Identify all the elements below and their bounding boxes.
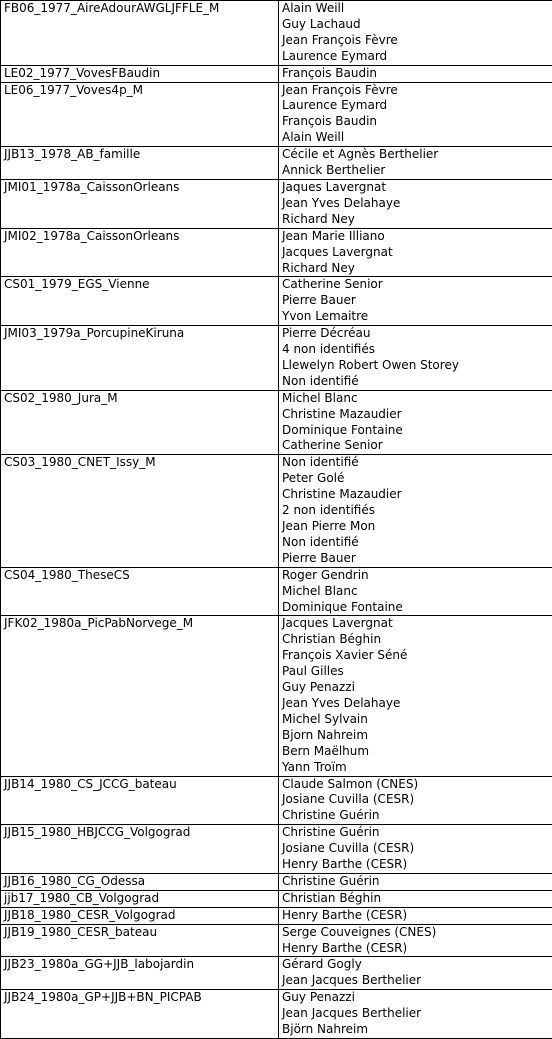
people-cell — [279, 616, 552, 776]
people-cell — [279, 907, 552, 924]
people-cell — [279, 890, 552, 907]
person-name: Catherine Senior — [282, 277, 549, 293]
people-cell — [279, 873, 552, 890]
table-body — [1, 1, 552, 1039]
photo-id-cell: FB06_1977_AireAdourAWGLJFFLE_M — [1, 1, 279, 66]
person-name: Laurence Eymard — [282, 49, 549, 65]
people-cell — [279, 228, 552, 277]
person-name: Non identifié — [282, 455, 549, 471]
person-name: Annick Berthelier — [282, 163, 549, 179]
person-name: Björn Nahreim — [282, 1022, 549, 1038]
person-name: Guy Penazzi — [282, 680, 549, 696]
person-name: Josiane Cuvilla (CESR) — [282, 841, 549, 857]
person-name: Michel Blanc — [282, 391, 549, 407]
people-cell — [279, 147, 552, 180]
people-cell — [279, 567, 552, 616]
person-name: Henry Barthe (CESR) — [282, 908, 549, 924]
person-name: Christine Mazaudier — [282, 407, 549, 423]
person-name: Jean François Fèvre — [282, 33, 549, 49]
people-cell — [279, 65, 552, 82]
table-row — [1, 65, 552, 82]
table-row — [1, 455, 552, 567]
person-name: Jean François Fèvre — [282, 83, 549, 99]
person-name: Catherine Senior — [282, 438, 549, 454]
person-name: Henry Barthe (CESR) — [282, 857, 549, 873]
photo-id-cell: JJB23_1980a_GG+JJB_labojardin — [1, 957, 279, 990]
person-name: Pierre Bauer — [282, 293, 549, 309]
people-cell — [279, 825, 552, 874]
person-name: Dominique Fontaine — [282, 600, 549, 616]
table-row — [1, 776, 552, 825]
photo-id-cell: LE06_1977_Voves4p_M — [1, 82, 279, 147]
photo-id-cell: JJB15_1980_HBJCCG_Volgograd — [1, 825, 279, 874]
table-row — [1, 825, 552, 874]
table-row — [1, 873, 552, 890]
photo-id-cell: JMI03_1979a_PorcupineKiruna — [1, 326, 279, 391]
person-name: Henry Barthe (CESR) — [282, 941, 549, 957]
person-name: Alain Weill — [282, 1, 549, 17]
person-name: Jacques Lavergnat — [282, 616, 549, 632]
person-name: Non identifié — [282, 535, 549, 551]
photo-id-cell: JJB14_1980_CS_JCCG_bateau — [1, 776, 279, 825]
photo-id-cell: LE02_1977_VovesFBaudin — [1, 65, 279, 82]
person-name: Jean Pierre Mon — [282, 519, 549, 535]
person-name: Michel Sylvain — [282, 712, 549, 728]
person-name: 4 non identifiés — [282, 342, 549, 358]
person-name: Jacques Lavergnat — [282, 245, 549, 261]
person-name: Alain Weill — [282, 130, 549, 146]
photo-id-cell: CS02_1980_Jura_M — [1, 390, 279, 455]
people-cell — [279, 990, 552, 1039]
table-row — [1, 924, 552, 957]
person-name: Jean Yves Delahaye — [282, 696, 549, 712]
person-name: Yann Troïm — [282, 760, 549, 776]
people-cell — [279, 924, 552, 957]
person-name: Laurence Eymard — [282, 98, 549, 114]
people-cell — [279, 776, 552, 825]
table-row — [1, 390, 552, 455]
photo-id-cell: CS01_1979_EGS_Vienne — [1, 277, 279, 326]
person-name: Jean Marie Illiano — [282, 229, 549, 245]
person-name: Pierre Bauer — [282, 551, 549, 567]
person-name: Christine Guérin — [282, 874, 549, 890]
person-name: Paul Gilles — [282, 664, 549, 680]
person-name: Bern Maëlhum — [282, 744, 549, 760]
person-name: Richard Ney — [282, 212, 549, 228]
people-cell — [279, 390, 552, 455]
photo-id-cell: JFK02_1980a_PicPabNorvege_M — [1, 616, 279, 776]
person-name: Guy Lachaud — [282, 17, 549, 33]
person-name: Jaques Lavergnat — [282, 180, 549, 196]
people-cell — [279, 957, 552, 990]
person-name: Josiane Cuvilla (CESR) — [282, 792, 549, 808]
people-cell — [279, 1, 552, 66]
person-name: Jean Jacques Berthelier — [282, 1006, 549, 1022]
person-name: Cécile et Agnès Berthelier — [282, 147, 549, 163]
table-row — [1, 228, 552, 277]
person-name: Richard Ney — [282, 261, 549, 277]
person-name: Dominique Fontaine — [282, 423, 549, 439]
photo-id-cell: JJB13_1978_AB_famille — [1, 147, 279, 180]
table-row — [1, 890, 552, 907]
person-name: Michel Blanc — [282, 584, 549, 600]
photo-id-cell: jjb17_1980_CB_Volgograd — [1, 890, 279, 907]
table-row — [1, 179, 552, 228]
people-cell — [279, 179, 552, 228]
table-row — [1, 957, 552, 990]
person-name: Peter Golé — [282, 471, 549, 487]
table-row — [1, 82, 552, 147]
person-name: Christine Mazaudier — [282, 487, 549, 503]
person-name: Christine Guérin — [282, 808, 549, 824]
photo-id-cell: CS04_1980_TheseCS — [1, 567, 279, 616]
person-name: Non identifié — [282, 374, 549, 390]
table-row — [1, 990, 552, 1039]
person-name: Gérard Gogly — [282, 957, 549, 973]
photo-id-cell: JMI01_1978a_CaissonOrleans — [1, 179, 279, 228]
people-cell — [279, 326, 552, 391]
person-name: François Xavier Séné — [282, 648, 549, 664]
people-cell — [279, 277, 552, 326]
person-name: Llewelyn Robert Owen Storey — [282, 358, 549, 374]
photo-id-cell: JJB24_1980a_GP+JJB+BN_PICPAB — [1, 990, 279, 1039]
person-name: François Baudin — [282, 66, 549, 82]
person-name: 2 non identifiés — [282, 503, 549, 519]
table-row — [1, 567, 552, 616]
table-row — [1, 277, 552, 326]
table-row — [1, 616, 552, 776]
people-cell — [279, 82, 552, 147]
person-name: Christian Béghin — [282, 632, 549, 648]
table-row — [1, 1, 552, 66]
photo-id-cell: JJB16_1980_CG_Odessa — [1, 873, 279, 890]
person-name: Christian Béghin — [282, 891, 549, 907]
person-name: Pierre Décréau — [282, 326, 549, 342]
person-name: Guy Penazzi — [282, 990, 549, 1006]
people-cell — [279, 455, 552, 567]
person-name: Roger Gendrin — [282, 568, 549, 584]
photo-id-cell: JJB19_1980_CESR_bateau — [1, 924, 279, 957]
photo-id-cell: CS03_1980_CNET_Issy_M — [1, 455, 279, 567]
person-name: Yvon Lemaitre — [282, 309, 549, 325]
person-name: Jean Jacques Berthelier — [282, 973, 549, 989]
person-name: Claude Salmon (CNES) — [282, 777, 549, 793]
table-row — [1, 326, 552, 391]
photo-id-cell: JJB18_1980_CESR_Volgograd — [1, 907, 279, 924]
person-name: Serge Couveignes (CNES) — [282, 925, 549, 941]
person-name: Jean Yves Delahaye — [282, 196, 549, 212]
person-name: François Baudin — [282, 114, 549, 130]
photo-id-cell: JMI02_1978a_CaissonOrleans — [1, 228, 279, 277]
table-row — [1, 147, 552, 180]
table-row — [1, 907, 552, 924]
person-name: Christine Guérin — [282, 825, 549, 841]
person-name: Bjorn Nahreim — [282, 728, 549, 744]
